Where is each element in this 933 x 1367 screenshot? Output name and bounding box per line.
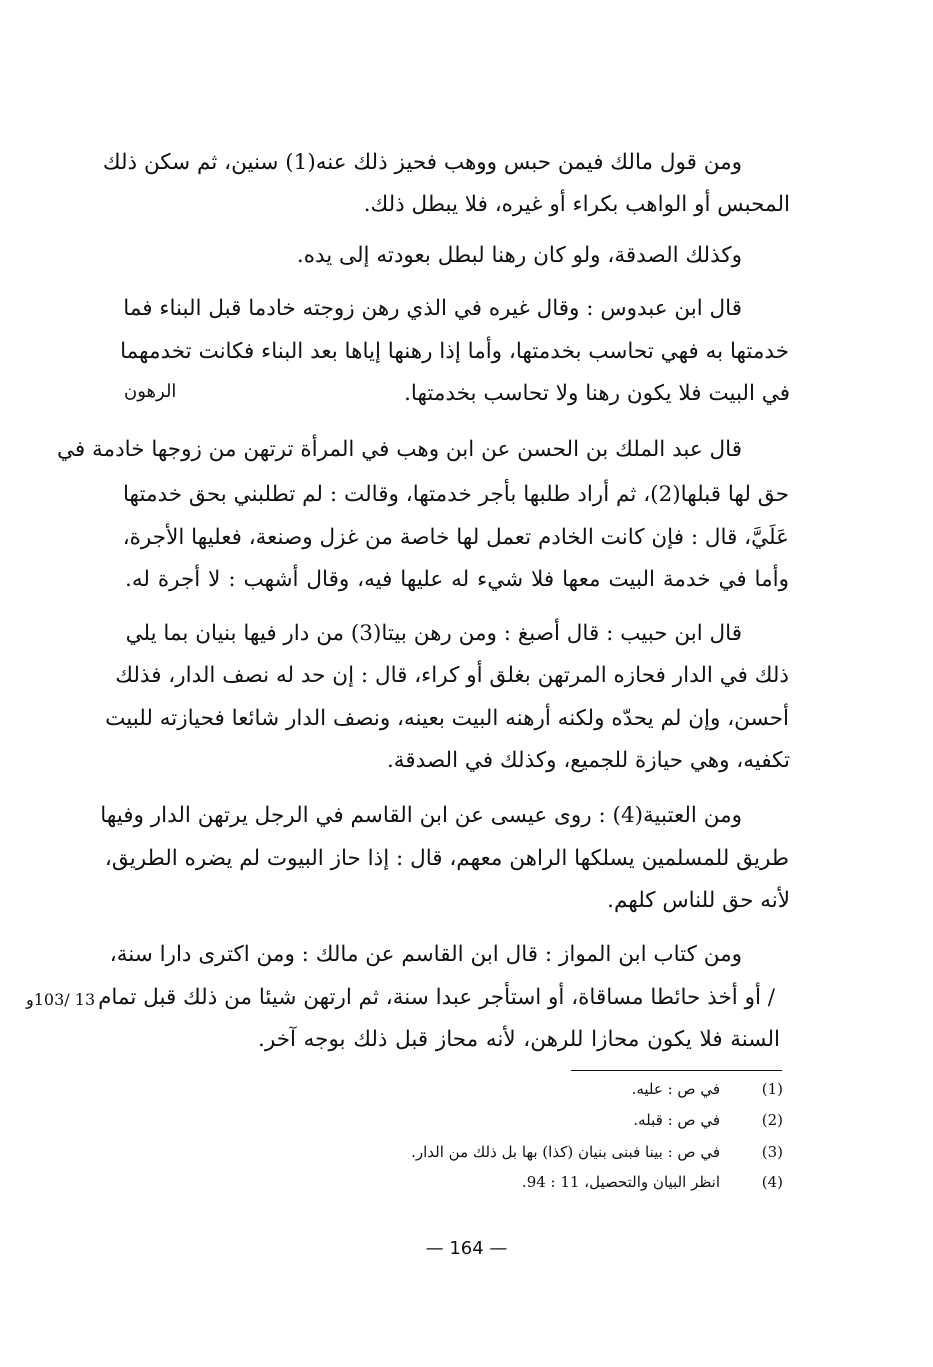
footnote: [83, 1111, 783, 1129]
body-line: وكذلك الصدقة، ولو كان رهنا لبطل بعودته إلى يده.: [296, 243, 742, 268]
body-line: تكفيه، وهي حيازة للجميع، وكذلك في الصدقة.: [386, 748, 790, 773]
footnote: [83, 1080, 783, 1098]
body-line: أحسن، وإن لم يحدّه ولكنه أرهنه البيت بعينه، ونصف الدار شائعا فحيازته للبيت: [105, 706, 789, 731]
footnote-text: في ص : قبله.: [633, 1111, 720, 1129]
body-line: ومن العتبية(4) : روى عيسى عن ابن القاسم في الرجل يرتهن الدار وفيها: [100, 803, 742, 828]
footnote: [83, 1173, 783, 1191]
body-line: عَلَيَّ، قال : فإن كانت الخادم تعمل لها خاصة من غزل وصنعة، فعليها الأجرة،: [122, 525, 789, 550]
body-line: ومن كتاب ابن المواز : قال ابن القاسم عن مالك : ومن اكترى دارا سنة،: [109, 942, 742, 967]
margin-note-folio: 13 /103و: [26, 990, 96, 1009]
footnote-text: في ص : عليه.: [631, 1080, 720, 1098]
body-line: / أو أخذ حائطا مساقاة، أو استأجر عبدا سنة، ثم ارتهن شيئا من ذلك قبل تمام: [98, 985, 775, 1010]
body-line: في البيت فلا يكون رهنا ولا تحاسب بخدمتها.: [404, 381, 790, 406]
body-line: خدمتها به فهي تحاسب بخدمتها، وأما إذا رهنها إياها بعد البناء فكانت تخدمهما: [120, 339, 789, 364]
footnote-text: انظر البيان والتحصيل، 11 : 94.: [521, 1173, 720, 1191]
body-line: السنة فلا يكون محازا للرهن، لأنه محاز قبل ذلك بوجه آخر.: [258, 1027, 780, 1052]
footnote-text: في ص : بينا فبنى بنيان (كذا) بها بل ذلك من الدار.: [411, 1143, 720, 1161]
body-line: قال عبد الملك بن الحسن عن ابن وهب في المرأة ترتهن من زوجها خادمة في: [57, 437, 742, 462]
body-line: حق لها قبلها(2)، ثم أراد طلبها بأجر خدمتها، وقالت : لم تطلبني بحق خدمتها: [123, 482, 789, 507]
body-line: ومن قول مالك فيمن حبس ووهب فحيز ذلك عنه(1) سنين، ثم سكن ذلك: [102, 150, 742, 175]
footnote-rule: [571, 1070, 782, 1071]
footnote-number: (3): [761, 1143, 783, 1161]
body-line: قال ابن عبدوس : وقال غيره في الذي رهن زوجته خادما قبل البناء فما: [123, 296, 742, 321]
page-number: — 164 —: [425, 1238, 508, 1259]
body-line: طريق للمسلمين يسلكها الراهن معهم، قال : إذا حاز البيوت لم يضره الطريق،: [104, 846, 789, 871]
footnote-number: (2): [761, 1111, 783, 1129]
footnote-number: (4): [761, 1173, 783, 1191]
body-line: لأنه حق للناس كلهم.: [607, 888, 790, 913]
footnote-number: (1): [761, 1080, 783, 1098]
body-line: ذلك في الدار فحازه المرتهن بغلق أو كراء، قال : إن حد له نصف الدار، فذلك: [115, 663, 789, 688]
body-line: وأما في خدمة البيت معها فلا شيء له عليها فيه، وقال أشهب : لا أجرة له.: [125, 567, 789, 592]
margin-note-rahun: الرهون: [124, 381, 177, 402]
footnote: [83, 1143, 783, 1161]
body-line: قال ابن حبيب : قال أصبغ : ومن رهن بيتا(3) من دار فيها بنيان بما يلي: [125, 621, 742, 646]
body-line: المحبس أو الواهب بكراء أو غيره، فلا يبطل ذلك.: [363, 192, 790, 217]
